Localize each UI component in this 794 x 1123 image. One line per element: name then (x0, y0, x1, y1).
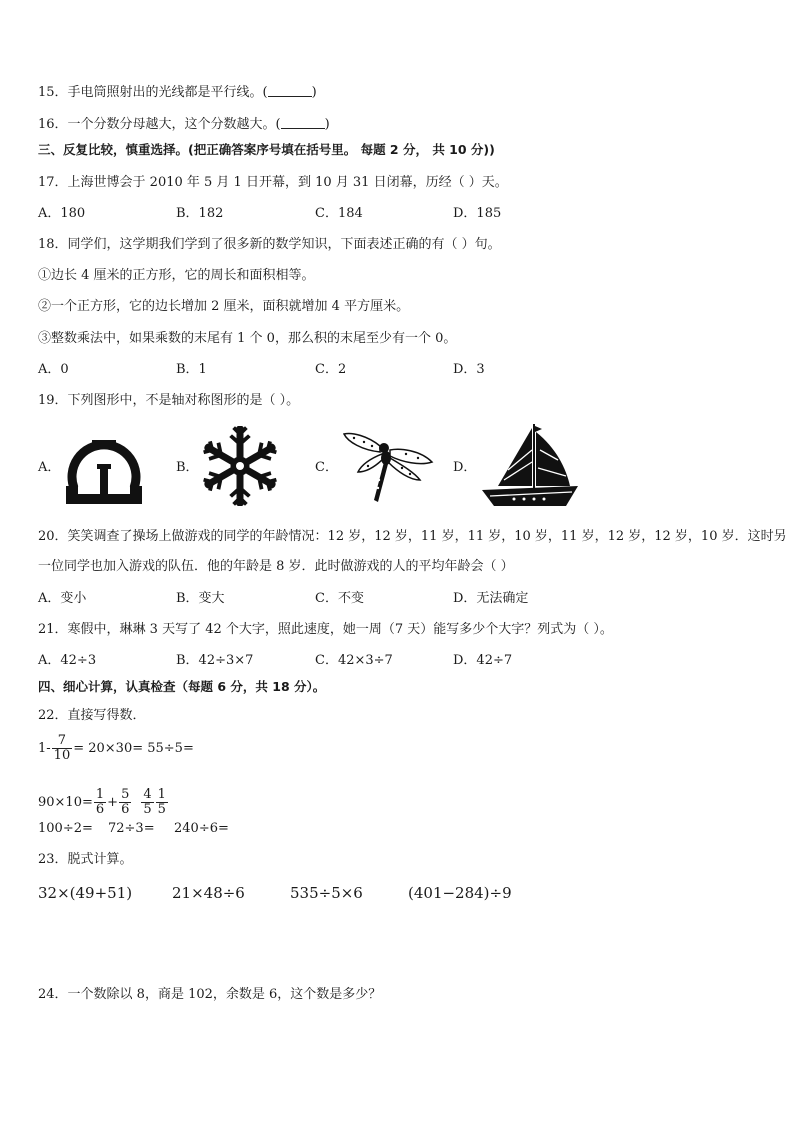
sailboat-icon (478, 420, 582, 512)
question-22: 22．直接写得数． (38, 708, 146, 723)
section-3-heading: 三、反复比较，慎重选择。(把正确答案序号填在括号里。 每题 2 分， 共 10 分)) (38, 142, 495, 157)
q23-expr-4: (401−284)÷9 (408, 884, 512, 902)
q21-option-b[interactable]: B．42÷3×7 (176, 653, 254, 668)
rail-logo-icon (64, 426, 144, 512)
q17-option-c[interactable]: C．184 (315, 206, 363, 221)
q21-option-d[interactable]: D．42÷7 (453, 653, 513, 668)
question-24: 24．一个数除以 8，商是 102，余数是 6，这个数是多少？ (38, 987, 382, 1002)
question-18: 18．同学们，这学期我们学到了很多新的数学知识，下面表述正确的有（ ）句。 (38, 237, 501, 252)
q17-option-b[interactable]: B．182 (176, 206, 224, 221)
q21-option-c[interactable]: C．42×3÷7 (315, 653, 393, 668)
q19-option-a[interactable]: A． (38, 460, 61, 475)
q18-option-d[interactable]: D．3 (453, 362, 485, 377)
q23-expr-1: 32×(49+51) (38, 884, 133, 902)
q22-row-2: 90×10= $\frac{1}{6}$ + $\frac{5}{6}$ $\frac{4}{5}$ $\frac{1}{5}$ (38, 787, 166, 817)
q19-option-d[interactable]: D． (453, 460, 477, 475)
q17-option-d[interactable]: D．185 (453, 206, 502, 221)
q20-option-d[interactable]: D．无法确定 (453, 591, 529, 606)
question-20-line-2: 一位同学也加入游戏的队伍．他的年龄是 8 岁．此时做游戏的人的平均年龄会（ ） (38, 559, 514, 574)
question-21: 21．寒假中，琳琳 3 天写了 42 个大字，照此速度，她一周（7 天）能写多少个大字？列式为（ ）。 (38, 622, 613, 637)
fraction: $\frac{7}{10}$ (53, 733, 71, 763)
q19-option-c[interactable]: C． (315, 460, 338, 475)
q20-option-a[interactable]: A．变小 (38, 591, 87, 606)
answer-blank[interactable] (281, 116, 325, 129)
fraction: $\frac{1}{5}$ (157, 787, 166, 817)
section-4-heading: 四、细心计算，认真检查（每题 6 分，共 18 分）。 (38, 679, 326, 694)
answer-blank[interactable] (268, 84, 312, 97)
q21-option-a[interactable]: A．42÷3 (38, 653, 97, 668)
q23-expr-2: 21×48÷6 (172, 884, 245, 902)
fraction: $\frac{4}{5}$ (143, 787, 152, 817)
q18-statement-1: ①边长 4 厘米的正方形，它的周长和面积相等。 (38, 268, 315, 283)
fraction: $\frac{5}{6}$ (121, 787, 130, 817)
q20-option-b[interactable]: B．变大 (176, 591, 225, 606)
question-17: 17．上海世博会于 2010 年 5 月 1 日开幕，到 10 月 31 日闭幕，历经（ ）天。 (38, 175, 508, 190)
q19-option-b[interactable]: B． (176, 460, 199, 475)
q22-row-3-item-3: 240÷6= (174, 821, 229, 836)
q17-option-a[interactable]: A．180 (38, 206, 86, 221)
question-16: 16．一个分数分母越大，这个分数越大。( ) (38, 117, 330, 132)
q18-statement-2: ②一个正方形，它的边长增加 2 厘米，面积就增加 4 平方厘米。 (38, 299, 410, 314)
fraction: $\frac{1}{6}$ (95, 787, 105, 817)
q18-option-a[interactable]: A．0 (38, 362, 69, 377)
q18-option-c[interactable]: C．2 (315, 362, 347, 377)
snowflake-icon (200, 426, 280, 506)
q20-option-c[interactable]: C．不变 (315, 591, 364, 606)
question-19: 19．下列图形中，不是轴对称图形的是（ ）。 (38, 393, 300, 408)
question-15: 15．手电筒照射出的光线都是平行线。( ) (38, 85, 317, 100)
question-23: 23．脱式计算。 (38, 852, 133, 867)
q22-row-1: 1- $\frac{7}{10}$ = 20×30= 55÷5= (38, 733, 194, 763)
question-20-line-1: 20．笑笑调查了操场上做游戏的同学的年龄情况：12 岁，12 岁，11 岁，11 岁，10 岁，11 岁，12 岁，12 岁，10 岁．这时另 (38, 529, 787, 544)
q22-row-3-item-1: 100÷2= (38, 821, 93, 836)
q22-row-3-item-2: 72÷3= (108, 821, 155, 836)
dragonfly-icon (340, 428, 436, 508)
q18-statement-3: ③整数乘法中，如果乘数的末尾有 1 个 0，那么积的末尾至少有一个 0。 (38, 331, 457, 346)
q23-expr-3: 535÷5×6 (290, 884, 363, 902)
q18-option-b[interactable]: B．1 (176, 362, 207, 377)
